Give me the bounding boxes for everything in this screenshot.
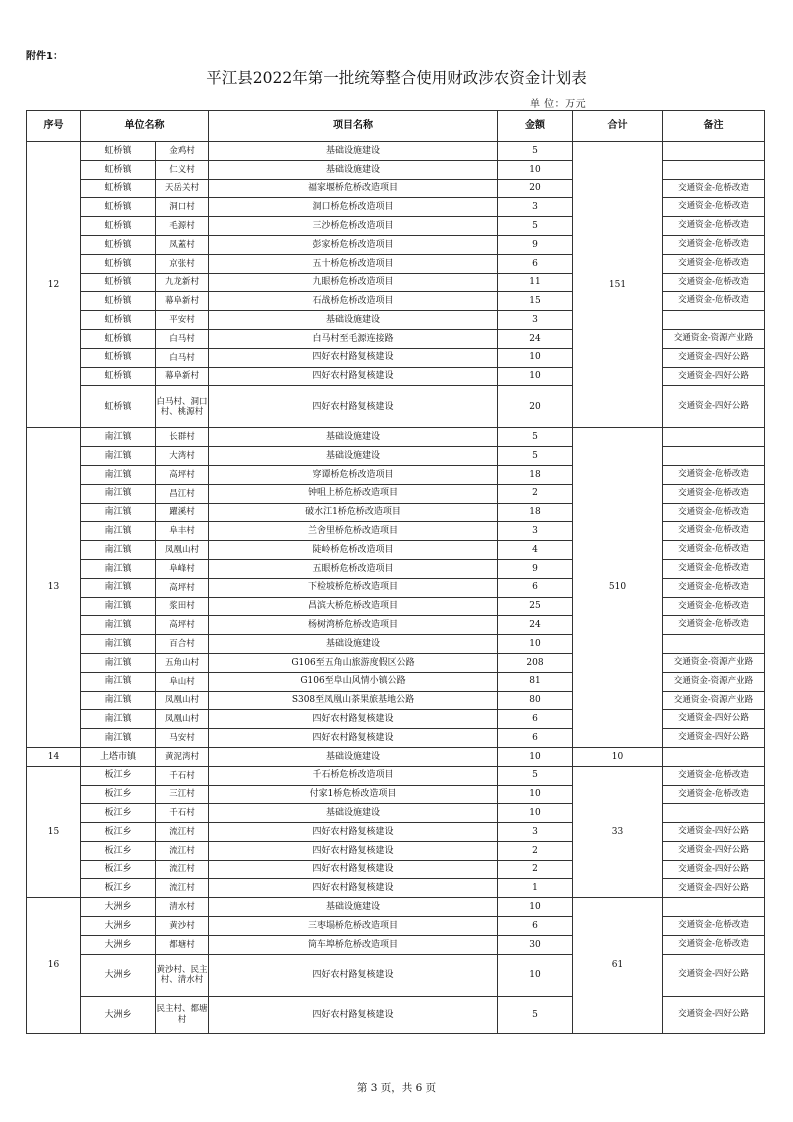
amount-cell: 11 — [498, 273, 573, 292]
town-cell: 南江镇 — [81, 503, 156, 522]
project-cell: 下检坡桥危桥改造项目 — [209, 578, 498, 597]
project-cell: 千石桥危桥改造项目 — [209, 766, 498, 785]
town-cell: 南江镇 — [81, 541, 156, 560]
remark-cell — [663, 160, 765, 179]
header-amount: 金额 — [498, 111, 573, 142]
header-project: 项目名称 — [209, 111, 498, 142]
unit-label: 单 位：万元 — [530, 99, 587, 110]
project-cell: 四好农村路复核建设 — [209, 879, 498, 898]
project-cell: 四好农村路复核建设 — [209, 841, 498, 860]
amount-cell: 1 — [498, 879, 573, 898]
amount-cell: 4 — [498, 541, 573, 560]
town-cell: 南江镇 — [81, 578, 156, 597]
seq-cell: 12 — [27, 142, 81, 428]
town-cell: 南江镇 — [81, 672, 156, 691]
fund-plan-table — [26, 110, 765, 1034]
project-cell: 基础设施建设 — [209, 635, 498, 654]
village-cell: 仁义村 — [156, 160, 209, 179]
town-cell: 南江镇 — [81, 597, 156, 616]
remark-cell: 交通资金-危桥改造 — [663, 235, 765, 254]
town-cell: 大洲乡 — [81, 935, 156, 954]
project-cell: 洞口桥危桥改造项目 — [209, 198, 498, 217]
project-cell: 基础设施建设 — [209, 447, 498, 466]
town-cell: 虹桥镇 — [81, 142, 156, 161]
project-cell: 四好农村路复核建设 — [209, 386, 498, 428]
project-cell: 九眼桥危桥改造项目 — [209, 273, 498, 292]
amount-cell: 5 — [498, 428, 573, 447]
project-cell: 四好农村路复核建设 — [209, 823, 498, 842]
remark-cell — [663, 311, 765, 330]
town-cell: 南江镇 — [81, 616, 156, 635]
village-cell: 千石村 — [156, 804, 209, 823]
village-cell: 流江村 — [156, 879, 209, 898]
table-row — [27, 766, 765, 785]
project-cell: 基础设施建设 — [209, 898, 498, 917]
village-cell: 黄泥湾村 — [156, 747, 209, 766]
amount-cell: 30 — [498, 935, 573, 954]
amount-cell: 9 — [498, 559, 573, 578]
project-cell: 彭家桥危桥改造项目 — [209, 235, 498, 254]
project-cell: 四好农村路复核建设 — [209, 367, 498, 386]
remark-cell: 交通资金-危桥改造 — [663, 503, 765, 522]
table-row — [27, 898, 765, 917]
village-cell: 躍溪村 — [156, 503, 209, 522]
project-cell: 石战桥危桥改造项目 — [209, 292, 498, 311]
remark-cell: 交通资金-四好公路 — [663, 954, 765, 996]
town-cell: 板江乡 — [81, 804, 156, 823]
village-cell: 流江村 — [156, 841, 209, 860]
seq-cell: 15 — [27, 766, 81, 898]
amount-cell: 2 — [498, 860, 573, 879]
amount-cell: 15 — [498, 292, 573, 311]
remark-cell: 交通资金-危桥改造 — [663, 273, 765, 292]
remark-cell: 交通资金-危桥改造 — [663, 292, 765, 311]
village-cell: 黄沙村、民主村、清水村 — [156, 954, 209, 996]
project-cell: 基础设施建设 — [209, 311, 498, 330]
town-cell: 板江乡 — [81, 841, 156, 860]
remark-cell: 交通资金-资源产业路 — [663, 672, 765, 691]
remark-cell — [663, 804, 765, 823]
table-body — [27, 142, 765, 1034]
remark-cell — [663, 142, 765, 161]
town-cell: 虹桥镇 — [81, 348, 156, 367]
remark-cell — [663, 428, 765, 447]
project-cell: 四好农村路复核建设 — [209, 348, 498, 367]
village-cell: 九龙新村 — [156, 273, 209, 292]
project-cell: 五眼桥危桥改造项目 — [209, 559, 498, 578]
remark-cell: 交通资金-危桥改造 — [663, 465, 765, 484]
village-cell: 民主村、都塘村 — [156, 996, 209, 1033]
seq-cell: 16 — [27, 898, 81, 1033]
village-cell: 平安村 — [156, 311, 209, 330]
amount-cell: 2 — [498, 841, 573, 860]
village-cell: 凤凰山村 — [156, 541, 209, 560]
village-cell: 金鸡村 — [156, 142, 209, 161]
town-cell: 虹桥镇 — [81, 254, 156, 273]
amount-cell: 10 — [498, 635, 573, 654]
village-cell: 长群村 — [156, 428, 209, 447]
amount-cell: 10 — [498, 954, 573, 996]
project-cell: G106至五角山旅游度假区公路 — [209, 653, 498, 672]
town-cell: 南江镇 — [81, 465, 156, 484]
project-cell: 兰舍里桥危桥改造项目 — [209, 522, 498, 541]
project-cell: 四好农村路复核建设 — [209, 729, 498, 748]
project-cell: 破水江1桥危桥改造项目 — [209, 503, 498, 522]
attachment-label: 附件1： — [26, 51, 63, 62]
village-cell: 白马村、洞口村、桃源村 — [156, 386, 209, 428]
town-cell: 虹桥镇 — [81, 217, 156, 236]
town-cell: 南江镇 — [81, 522, 156, 541]
project-cell: 昌滨大桥危桥改造项目 — [209, 597, 498, 616]
town-cell: 南江镇 — [81, 653, 156, 672]
table-row — [27, 428, 765, 447]
project-cell: 基础设施建设 — [209, 747, 498, 766]
total-cell: 151 — [573, 142, 663, 428]
town-cell: 虹桥镇 — [81, 198, 156, 217]
amount-cell: 6 — [498, 710, 573, 729]
amount-cell: 24 — [498, 329, 573, 348]
town-cell: 大洲乡 — [81, 898, 156, 917]
town-cell: 大洲乡 — [81, 954, 156, 996]
village-cell: 都塘村 — [156, 935, 209, 954]
village-cell: 千石村 — [156, 766, 209, 785]
remark-cell: 交通资金-危桥改造 — [663, 917, 765, 936]
village-cell: 阜峰村 — [156, 559, 209, 578]
village-cell: 阜丰村 — [156, 522, 209, 541]
total-cell: 10 — [573, 747, 663, 766]
village-cell: 凤蓋村 — [156, 235, 209, 254]
project-cell: 白马村至毛源连接路 — [209, 329, 498, 348]
project-cell: 基础设施建设 — [209, 804, 498, 823]
remark-cell: 交通资金-危桥改造 — [663, 522, 765, 541]
remark-cell: 交通资金-四好公路 — [663, 710, 765, 729]
village-cell: 高坪村 — [156, 465, 209, 484]
town-cell: 南江镇 — [81, 710, 156, 729]
total-cell: 510 — [573, 428, 663, 748]
amount-cell: 5 — [498, 447, 573, 466]
village-cell: 大湾村 — [156, 447, 209, 466]
project-cell: 穿谭桥危桥改造项目 — [209, 465, 498, 484]
town-cell: 南江镇 — [81, 484, 156, 503]
amount-cell: 18 — [498, 503, 573, 522]
village-cell: 马安村 — [156, 729, 209, 748]
remark-cell: 交通资金-资源产业路 — [663, 691, 765, 710]
remark-cell: 交通资金-危桥改造 — [663, 541, 765, 560]
amount-cell: 5 — [498, 996, 573, 1033]
amount-cell: 10 — [498, 898, 573, 917]
remark-cell: 交通资金-四好公路 — [663, 841, 765, 860]
header-total: 合计 — [573, 111, 663, 142]
remark-cell: 交通资金-危桥改造 — [663, 597, 765, 616]
amount-cell: 9 — [498, 235, 573, 254]
village-cell: 百合村 — [156, 635, 209, 654]
amount-cell: 20 — [498, 386, 573, 428]
remark-cell — [663, 635, 765, 654]
remark-cell: 交通资金-危桥改造 — [663, 198, 765, 217]
project-cell: S308至凤凰山茶果旅基地公路 — [209, 691, 498, 710]
town-cell: 南江镇 — [81, 447, 156, 466]
project-cell: 三沙桥危桥改造项目 — [209, 217, 498, 236]
town-cell: 虹桥镇 — [81, 273, 156, 292]
town-cell: 虹桥镇 — [81, 160, 156, 179]
amount-cell: 5 — [498, 766, 573, 785]
village-cell: 流江村 — [156, 860, 209, 879]
table-row — [27, 747, 765, 766]
header-seq: 序号 — [27, 111, 81, 142]
project-cell: 基础设施建设 — [209, 160, 498, 179]
amount-cell: 10 — [498, 367, 573, 386]
total-cell: 33 — [573, 766, 663, 898]
project-cell: 筒车埠桥危桥改造项目 — [209, 935, 498, 954]
remark-cell: 交通资金-四好公路 — [663, 367, 765, 386]
village-cell: 浆田村 — [156, 597, 209, 616]
project-cell: 三枣塌桥危桥改造项目 — [209, 917, 498, 936]
village-cell: 京张村 — [156, 254, 209, 273]
project-cell: 陡岭桥危桥改造项目 — [209, 541, 498, 560]
project-cell: 四好农村路复核建设 — [209, 710, 498, 729]
village-cell: 阜山村 — [156, 672, 209, 691]
town-cell: 大洲乡 — [81, 996, 156, 1033]
remark-cell: 交通资金-四好公路 — [663, 879, 765, 898]
town-cell: 虹桥镇 — [81, 179, 156, 198]
village-cell: 凤凰山村 — [156, 710, 209, 729]
remark-cell: 交通资金-四好公路 — [663, 823, 765, 842]
table-row — [27, 142, 765, 161]
town-cell: 虹桥镇 — [81, 292, 156, 311]
town-cell: 板江乡 — [81, 766, 156, 785]
remark-cell: 交通资金-资源产业路 — [663, 653, 765, 672]
village-cell: 天岳关村 — [156, 179, 209, 198]
town-cell: 板江乡 — [81, 879, 156, 898]
village-cell: 毛源村 — [156, 217, 209, 236]
amount-cell: 10 — [498, 785, 573, 804]
amount-cell: 6 — [498, 578, 573, 597]
page-title: 平江县2022年第一批统筹整合使用财政涉农资金计划表 — [206, 69, 587, 87]
town-cell: 南江镇 — [81, 691, 156, 710]
remark-cell: 交通资金-危桥改造 — [663, 578, 765, 597]
village-cell: 清水村 — [156, 898, 209, 917]
amount-cell: 25 — [498, 597, 573, 616]
amount-cell: 3 — [498, 522, 573, 541]
amount-cell: 81 — [498, 672, 573, 691]
village-cell: 洞口村 — [156, 198, 209, 217]
amount-cell: 6 — [498, 917, 573, 936]
amount-cell: 10 — [498, 160, 573, 179]
amount-cell: 3 — [498, 198, 573, 217]
page-footer: 第 3 页，共 6 页 — [356, 1082, 437, 1094]
town-cell: 虹桥镇 — [81, 329, 156, 348]
remark-cell: 交通资金-危桥改造 — [663, 484, 765, 503]
village-cell: 黄沙村 — [156, 917, 209, 936]
village-cell: 高坪村 — [156, 616, 209, 635]
amount-cell: 80 — [498, 691, 573, 710]
amount-cell: 18 — [498, 465, 573, 484]
remark-cell — [663, 898, 765, 917]
amount-cell: 24 — [498, 616, 573, 635]
village-cell: 幕阜新村 — [156, 292, 209, 311]
project-cell: 付家1桥危桥改造项目 — [209, 785, 498, 804]
remark-cell: 交通资金-危桥改造 — [663, 766, 765, 785]
project-cell: 基础设施建设 — [209, 428, 498, 447]
seq-cell: 14 — [27, 747, 81, 766]
town-cell: 板江乡 — [81, 860, 156, 879]
amount-cell: 20 — [498, 179, 573, 198]
village-cell: 凤凰山村 — [156, 691, 209, 710]
total-cell: 61 — [573, 898, 663, 1033]
town-cell: 南江镇 — [81, 559, 156, 578]
project-cell: 四好农村路复核建设 — [209, 996, 498, 1033]
amount-cell: 10 — [498, 747, 573, 766]
remark-cell: 交通资金-四好公路 — [663, 996, 765, 1033]
town-cell: 南江镇 — [81, 635, 156, 654]
town-cell: 虹桥镇 — [81, 367, 156, 386]
amount-cell: 5 — [498, 142, 573, 161]
remark-cell: 交通资金-危桥改造 — [663, 254, 765, 273]
village-cell: 流江村 — [156, 823, 209, 842]
village-cell: 五角山村 — [156, 653, 209, 672]
town-cell: 南江镇 — [81, 428, 156, 447]
village-cell: 白马村 — [156, 348, 209, 367]
amount-cell: 3 — [498, 823, 573, 842]
project-cell: 基础设施建设 — [209, 142, 498, 161]
project-cell: 钟咀上桥危桥改造项目 — [209, 484, 498, 503]
village-cell: 幕阜新村 — [156, 367, 209, 386]
remark-cell: 交通资金-危桥改造 — [663, 179, 765, 198]
amount-cell: 5 — [498, 217, 573, 236]
remark-cell: 交通资金-危桥改造 — [663, 785, 765, 804]
amount-cell: 6 — [498, 254, 573, 273]
village-cell: 三江村 — [156, 785, 209, 804]
village-cell: 高坪村 — [156, 578, 209, 597]
amount-cell: 2 — [498, 484, 573, 503]
project-cell: 四好农村路复核建设 — [209, 954, 498, 996]
header-unit-name: 单位名称 — [81, 111, 209, 142]
seq-cell: 13 — [27, 428, 81, 748]
remark-cell: 交通资金-四好公路 — [663, 348, 765, 367]
project-cell: 福家堰桥危桥改造项目 — [209, 179, 498, 198]
town-cell: 虹桥镇 — [81, 386, 156, 428]
header-remark: 备注 — [663, 111, 765, 142]
town-cell: 板江乡 — [81, 785, 156, 804]
remark-cell: 交通资金-危桥改造 — [663, 217, 765, 236]
amount-cell: 10 — [498, 348, 573, 367]
remark-cell: 交通资金-四好公路 — [663, 386, 765, 428]
town-cell: 虹桥镇 — [81, 235, 156, 254]
project-cell: 杨树湾桥危桥改造项目 — [209, 616, 498, 635]
town-cell: 南江镇 — [81, 729, 156, 748]
project-cell: 四好农村路复核建设 — [209, 860, 498, 879]
village-cell: 白马村 — [156, 329, 209, 348]
remark-cell: 交通资金-危桥改造 — [663, 559, 765, 578]
amount-cell: 208 — [498, 653, 573, 672]
remark-cell: 交通资金-资源产业路 — [663, 329, 765, 348]
town-cell: 上塔市镇 — [81, 747, 156, 766]
table-header-row — [27, 111, 765, 142]
village-cell: 昌江村 — [156, 484, 209, 503]
remark-cell — [663, 747, 765, 766]
town-cell: 虹桥镇 — [81, 311, 156, 330]
amount-cell: 6 — [498, 729, 573, 748]
remark-cell: 交通资金-危桥改造 — [663, 935, 765, 954]
town-cell: 板江乡 — [81, 823, 156, 842]
remark-cell — [663, 447, 765, 466]
remark-cell: 交通资金-四好公路 — [663, 860, 765, 879]
project-cell: G106至阜山风情小镇公路 — [209, 672, 498, 691]
amount-cell: 3 — [498, 311, 573, 330]
remark-cell: 交通资金-四好公路 — [663, 729, 765, 748]
amount-cell: 10 — [498, 804, 573, 823]
project-cell: 五十桥危桥改造项目 — [209, 254, 498, 273]
remark-cell: 交通资金-危桥改造 — [663, 616, 765, 635]
town-cell: 大洲乡 — [81, 917, 156, 936]
